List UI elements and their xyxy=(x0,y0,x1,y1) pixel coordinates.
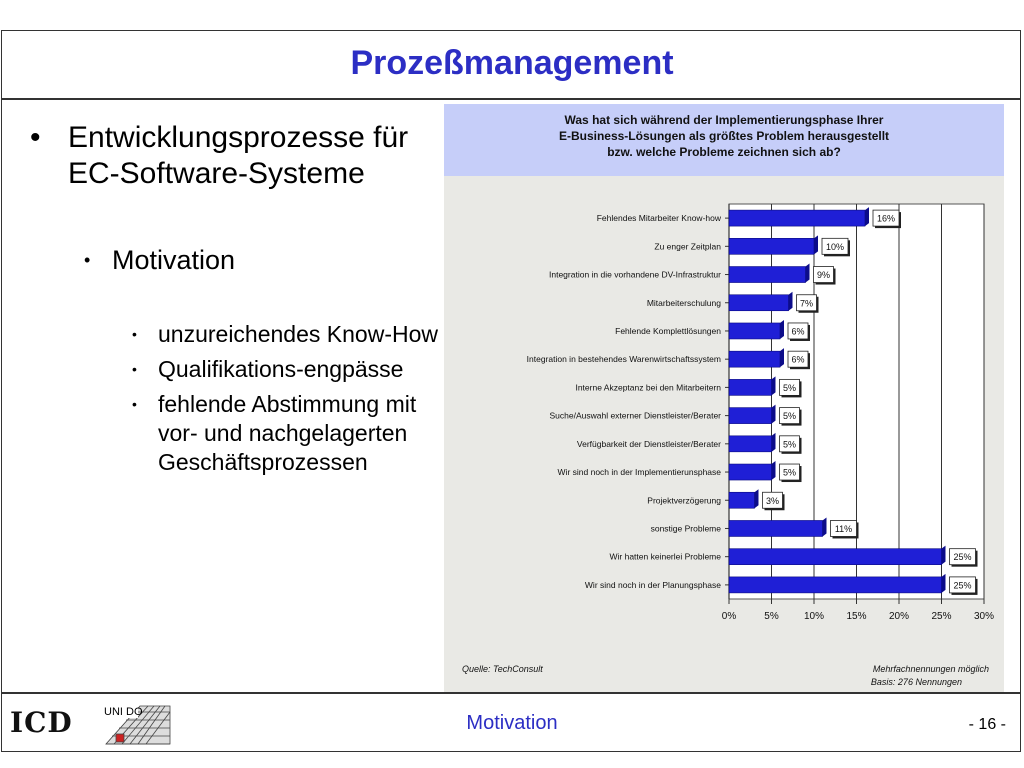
bar-edge xyxy=(814,235,818,254)
page-number: - 16 - xyxy=(968,716,1006,733)
category-label: sonstige Probleme xyxy=(650,523,721,534)
chart-title-line: bzw. welche Probleme zeichnen sich ab? xyxy=(607,145,841,159)
bar xyxy=(729,549,942,565)
bullet-level3-list xyxy=(22,320,442,477)
slide-title: Prozeßmanagement xyxy=(350,44,674,82)
x-tick-label: 15% xyxy=(846,611,867,622)
title-divider xyxy=(1,98,1021,100)
bar xyxy=(729,464,772,480)
bullet-level2 xyxy=(22,244,442,276)
bar xyxy=(729,436,772,452)
x-tick-label: 0% xyxy=(721,611,737,622)
bar-edge xyxy=(755,489,759,508)
bar-edge xyxy=(942,574,946,593)
x-tick-label: 5% xyxy=(764,611,779,622)
bar-edge xyxy=(780,320,784,339)
bar xyxy=(729,492,755,508)
chart-title-line: Was hat sich während der Implementierungsphase Ihrer xyxy=(564,113,884,127)
bullet-level1 xyxy=(22,120,442,192)
value-label: 7% xyxy=(799,298,814,309)
value-label: 5% xyxy=(782,382,797,393)
bullet-dot-icon: • xyxy=(84,250,91,270)
chart-panel xyxy=(444,104,1004,692)
bullet-dot-icon: • xyxy=(132,326,137,342)
bullet-dot-icon: • xyxy=(132,361,137,377)
category-label: Fehlende Komplettlösungen xyxy=(615,325,721,336)
value-label: 16% xyxy=(876,213,896,224)
x-tick-label: 30% xyxy=(973,611,995,622)
category-label: Integration in die vorhandene DV-Infrastruktur xyxy=(549,269,721,280)
bullet-level3-text: Qualifikations-engpässe xyxy=(158,356,404,382)
value-label: 11% xyxy=(834,523,853,534)
bullet-dot-icon: • xyxy=(30,121,41,154)
value-label: 5% xyxy=(782,411,797,422)
category-label: Projektverzögerung xyxy=(647,495,721,506)
bar xyxy=(729,267,806,283)
bar-edge xyxy=(772,461,776,480)
category-label: Wir sind noch in der Planungsphase xyxy=(584,579,721,590)
bar-chart xyxy=(444,104,1004,692)
bar xyxy=(729,295,789,311)
bullet-level3-item xyxy=(22,390,448,477)
x-tick-label: 10% xyxy=(803,611,825,622)
bar-edge xyxy=(823,517,827,536)
bullet-level3-text: fehlende Abstimmung mit vor- und nachgelagerten Geschäftsprozessen xyxy=(158,391,417,475)
bar-edge xyxy=(772,433,776,452)
bar xyxy=(729,408,772,424)
value-label: 10% xyxy=(825,241,845,252)
category-label: Verfügbarkeit der Dienstleister/Berater xyxy=(576,438,721,449)
category-label: Wir hatten keinerlei Probleme xyxy=(609,551,721,562)
bullet-level2-text: Motivation xyxy=(112,245,236,275)
value-label: 3% xyxy=(765,495,780,506)
bullet-level3-item xyxy=(22,355,448,384)
value-label: 5% xyxy=(782,439,797,450)
chart-note: Basis: 276 Nennungen xyxy=(870,677,962,687)
bar xyxy=(729,577,942,593)
category-label: Fehlendes Mitarbeiter Know-how xyxy=(596,213,721,224)
value-label: 25% xyxy=(953,552,972,563)
value-label: 25% xyxy=(953,580,972,591)
bar-edge xyxy=(789,292,793,311)
chart-note: Mehrfachnennungen möglich xyxy=(872,664,989,674)
category-label: Interne Akzeptanz bei den Mitarbeitern xyxy=(575,382,721,393)
category-label: Suche/Auswahl externer Dienstleister/Berater xyxy=(549,410,721,421)
bullet-level3-text: unzureichendes Know-How xyxy=(158,321,438,347)
bar xyxy=(729,379,772,395)
x-tick-label: 20% xyxy=(888,611,910,622)
bar-edge xyxy=(806,264,810,283)
value-label: 6% xyxy=(791,326,805,337)
bullet-level1-text: Entwicklungsprozesse für EC-Software-Systeme xyxy=(68,121,409,190)
bar-edge xyxy=(865,207,869,226)
bullet-list xyxy=(22,120,442,483)
bar-edge xyxy=(942,546,946,565)
value-label: 5% xyxy=(782,467,797,478)
bullet-dot-icon: • xyxy=(132,396,137,412)
bar xyxy=(729,210,865,226)
bullet-level3-item xyxy=(22,320,448,349)
bar xyxy=(729,520,823,536)
bar xyxy=(729,238,814,254)
unido-logo-text: UNI DO xyxy=(104,706,143,718)
value-label: 9% xyxy=(816,270,831,281)
x-tick-label: 25% xyxy=(931,611,952,622)
bar-edge xyxy=(780,348,784,367)
icd-logo: ICD xyxy=(10,706,73,739)
bar xyxy=(729,351,780,367)
bar xyxy=(729,323,780,339)
value-label: 6% xyxy=(791,354,805,365)
footer-divider xyxy=(1,692,1021,694)
chart-title-line: E-Business-Lösungen als größtes Problem herausgestellt xyxy=(558,129,890,143)
category-label: Integration in bestehendes Warenwirtschaftssystem xyxy=(526,354,721,365)
category-label: Wir sind noch in der Implementierunsphase xyxy=(557,467,721,478)
bar-edge xyxy=(772,405,776,424)
bar-edge xyxy=(772,376,776,395)
chart-source: Quelle: TechConsult xyxy=(462,664,543,674)
category-label: Mitarbeiterschulung xyxy=(646,297,721,308)
category-label: Zu enger Zeitplan xyxy=(654,241,721,252)
footer-section-label: Motivation xyxy=(466,712,558,734)
